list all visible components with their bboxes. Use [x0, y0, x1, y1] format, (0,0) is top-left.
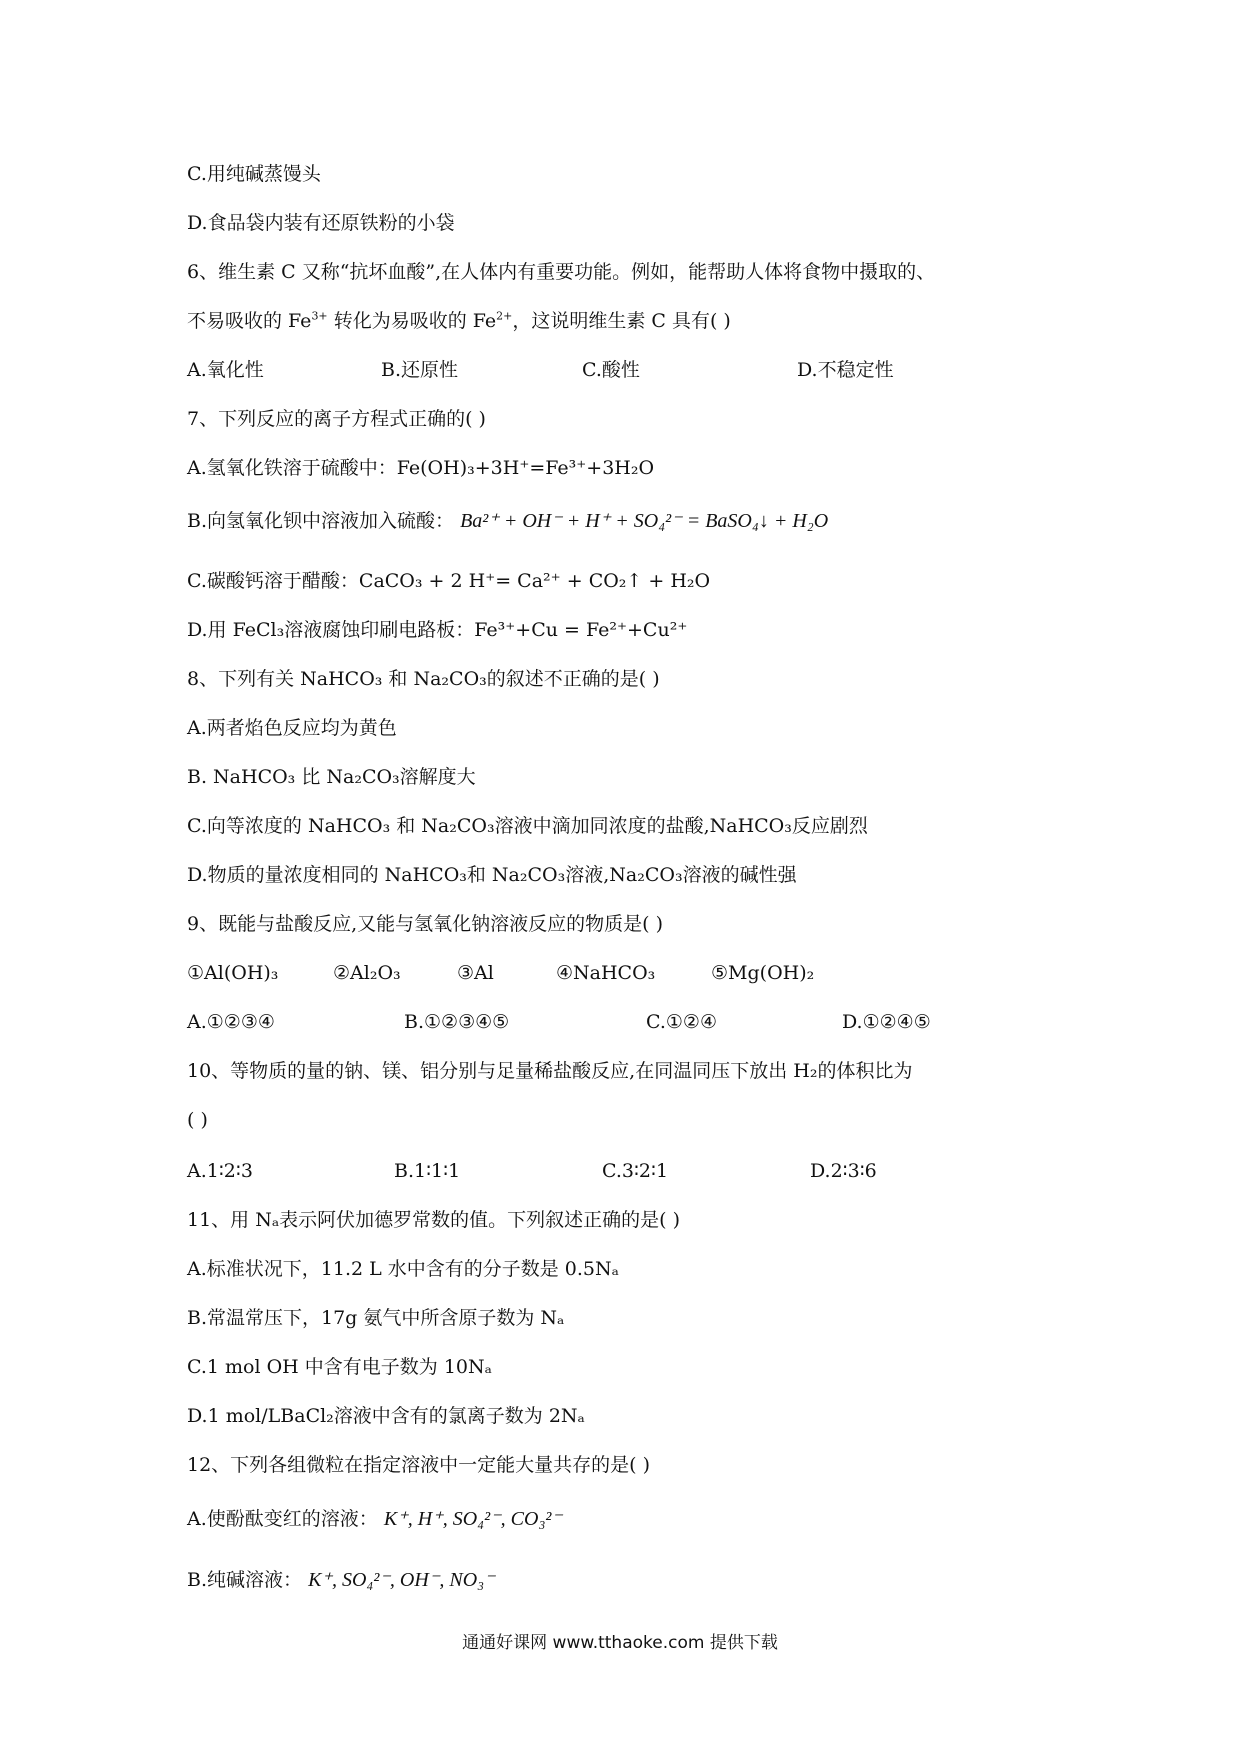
q12-option-a	[187, 1505, 562, 1533]
q12a-label: A.使酚酞变红的溶液：	[187, 1508, 378, 1530]
q9-item: ⑤Mg(OH)₂	[711, 962, 815, 984]
q6-text-2: 转化为易吸收的 Fe	[327, 310, 497, 332]
q12a-ions: K⁺, H⁺, SO₄²⁻, CO₃²⁻	[383, 1508, 562, 1530]
question-6-stem-line1: 6、维生素 C 又称“抗坏血酸”,在人体内有重要功能。例如，能帮助人体将食物中摄取的、	[187, 261, 936, 283]
q9-option-b: B.①②③④⑤	[404, 1011, 510, 1033]
q12b-ions: K⁺, SO₄²⁻, OH⁻, NO₃⁻	[308, 1569, 495, 1591]
q11-option-a: A.标准状况下，11.2 L 水中含有的分子数是 0.5Nₐ	[187, 1258, 619, 1280]
q7-option-b	[187, 507, 828, 535]
q6-option-c: C.酸性	[582, 359, 640, 381]
option-5c: C.用纯碱蒸馒头	[187, 163, 321, 185]
q9-item: ①Al(OH)₃	[187, 962, 279, 984]
question-10-stem-line2: ( )	[187, 1109, 208, 1131]
q12-option-b	[187, 1566, 495, 1594]
q6-text-1: 不易吸收的 Fe	[187, 310, 312, 332]
q10-option-c: C.3∶2∶1	[602, 1160, 669, 1182]
question-12-stem: 12、下列各组微粒在指定溶液中一定能大量共存的是( )	[187, 1454, 651, 1476]
q12b-label: B.纯碱溶液：	[187, 1569, 303, 1591]
q8-option-c: C.向等浓度的 NaHCO₃ 和 Na₂CO₃溶液中滴加同浓度的盐酸,NaHCO₃反应剧烈	[187, 815, 868, 837]
question-7-stem: 7、下列反应的离子方程式正确的( )	[187, 408, 486, 430]
q11-option-d: D.1 mol/LBaCl₂溶液中含有的氯离子数为 2Nₐ	[187, 1405, 585, 1427]
q9-item: ②Al₂O₃	[333, 962, 401, 984]
question-10-stem-line1: 10、等物质的量的钠、镁、铝分别与足量稀盐酸反应,在同温同压下放出 H₂的体积比为	[187, 1060, 913, 1082]
q9-option-a: A.①②③④	[187, 1011, 275, 1033]
q9-item: ④NaHCO₃	[556, 962, 656, 984]
q10-option-d: D.2∶3∶6	[810, 1160, 877, 1182]
q6-text-3: ，这说明维生素 C 具有( )	[512, 310, 731, 332]
q11-option-b: B.常温常压下，17g 氨气中所含原子数为 Nₐ	[187, 1307, 565, 1329]
q8-option-d: D.物质的量浓度相同的 NaHCO₃和 Na₂CO₃溶液,Na₂CO₃溶液的碱性强	[187, 864, 797, 886]
option-5d: D.食品袋内装有还原铁粉的小袋	[187, 212, 455, 234]
page-footer: 通通好课网 www.tthaoke.com 提供下载	[462, 1633, 778, 1653]
q9-item: ③Al	[457, 962, 494, 984]
q7-option-c: C.碳酸钙溶于醋酸：CaCO₃ + 2 H⁺= Ca²⁺ + CO₂↑ + H₂O	[187, 570, 711, 592]
question-8-stem: 8、下列有关 NaHCO₃ 和 Na₂CO₃的叙述不正确的是( )	[187, 668, 660, 690]
q7b-equation: Ba²⁺ + OH⁻ + H⁺ + SO₄²⁻ = BaSO₄↓ + H₂O	[460, 510, 829, 532]
q8-option-a: A.两者焰色反应均为黄色	[187, 717, 397, 739]
q11-option-c: C.1 mol OH 中含有电子数为 10Nₐ	[187, 1356, 492, 1378]
question-11-stem: 11、用 Nₐ表示阿伏加德罗常数的值。下列叙述正确的是( )	[187, 1209, 681, 1231]
q6-sup-1: 3+	[311, 309, 328, 323]
q6-sup-2: 2+	[496, 309, 513, 323]
q6-option-a: A.氧化性	[187, 359, 264, 381]
q10-option-b: B.1∶1∶1	[394, 1160, 461, 1182]
q6-option-d: D.不稳定性	[797, 359, 894, 381]
question-9-stem: 9、既能与盐酸反应,又能与氢氧化钠溶液反应的物质是( )	[187, 913, 663, 935]
q9-option-d: D.①②④⑤	[842, 1011, 931, 1033]
q7b-label: B.向氢氧化钡中溶液加入硫酸：	[187, 510, 455, 532]
q6-option-b: B.还原性	[381, 359, 459, 381]
q8-option-b: B. NaHCO₃ 比 Na₂CO₃溶解度大	[187, 766, 476, 788]
q7-option-a: A.氢氧化铁溶于硫酸中：Fe(OH)₃+3H⁺=Fe³⁺+3H₂O	[187, 457, 655, 479]
q9-option-c: C.①②④	[646, 1011, 717, 1033]
q7-option-d: D.用 FeCl₃溶液腐蚀印刷电路板：Fe³⁺+Cu = Fe²⁺+Cu²⁺	[187, 619, 688, 641]
question-6-stem-line2	[187, 307, 731, 335]
q10-option-a: A.1∶2∶3	[187, 1160, 253, 1182]
